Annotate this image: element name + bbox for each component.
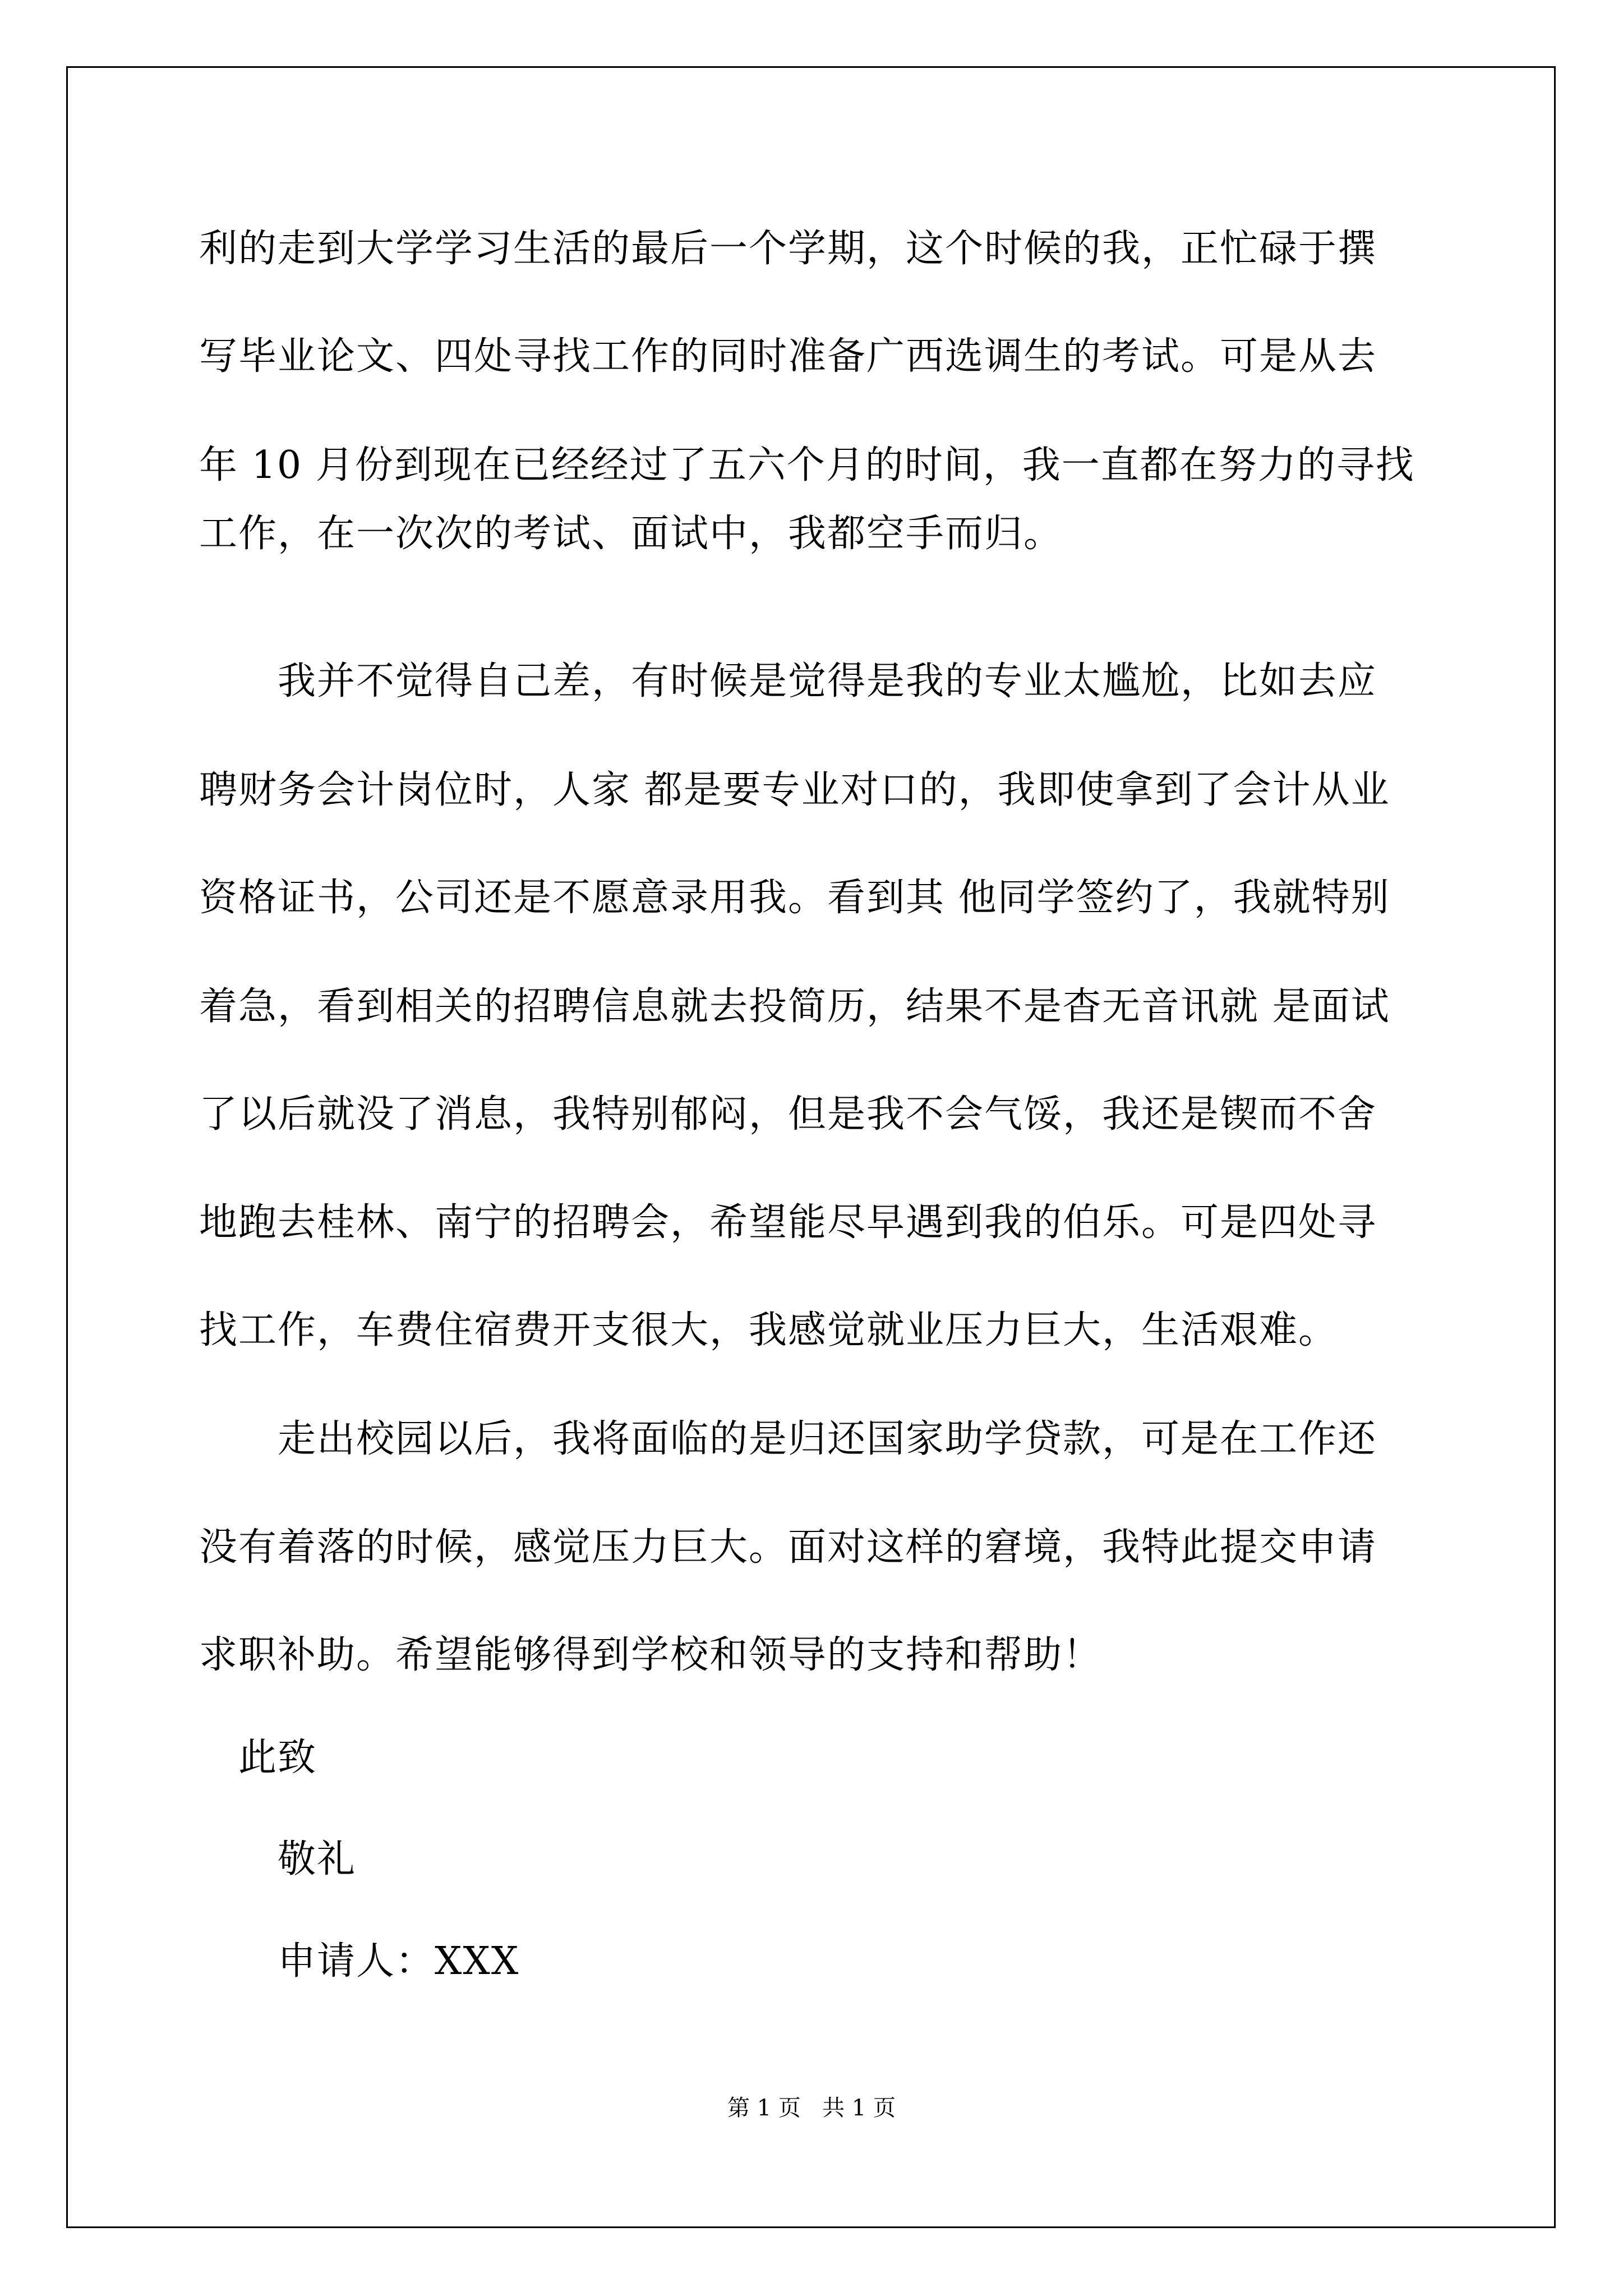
body-line-5: 我并不觉得自己差，有时候是觉得是我的专业太尴尬，比如去应 [278, 659, 1377, 703]
page-number-footer: 第 1 页 共 1 页 [727, 2095, 896, 2121]
body-line-11: 找工作，车费住宿费开支很大，我感觉就业压力巨大，生活艰难。 [199, 1308, 1338, 1352]
body-line-6: 聘财务会计岗位时，人家 都是要专业对口的，我即使拿到了会计从业 [199, 768, 1390, 812]
body-line-10: 地跑去桂林、南宁的招聘会，希望能尽早遇到我的伯乐。可是四处寻 [199, 1200, 1377, 1245]
body-line-14: 求职补助。希望能够得到学校和领导的支持和帮助！ [199, 1633, 1103, 1677]
body-line-2: 写毕业论文、四处寻找工作的同时准备广西选调生的考试。可是从去 [199, 334, 1377, 379]
body-line-9: 了以后就没了消息，我特别郁闷，但是我不会气馁，我还是锲而不舍 [199, 1092, 1377, 1137]
signature-line: 申请人：XXX [278, 1939, 520, 1984]
salutation-text: 敬礼 [278, 1837, 357, 1881]
body-line-1: 利的走到大学学习生活的最后一个学期，这个时候的我，正忙碌于撰 [199, 227, 1377, 271]
body-line-12: 走出校园以后，我将面临的是归还国家助学贷款，可是在工作还 [278, 1417, 1377, 1461]
closing-text: 此致 [238, 1736, 317, 1780]
body-line-3: 年 10 月份到现在已经经过了五六个月的时间，我一直都在努力的寻找 [199, 443, 1415, 487]
body-line-7: 资格证书，公司还是不愿意录用我。看到其 他同学签约了，我就特别 [199, 876, 1390, 920]
body-line-4: 工作，在一次次的考试、面试中，我都空手而归。 [199, 512, 1063, 556]
body-line-8: 着急，看到相关的招聘信息就去投简历，结果不是杳无音讯就 是面试 [199, 984, 1390, 1029]
body-line-13: 没有着落的时候，感觉压力巨大。面对这样的窘境，我特此提交申请 [199, 1525, 1377, 1570]
page-border [66, 66, 1556, 2228]
